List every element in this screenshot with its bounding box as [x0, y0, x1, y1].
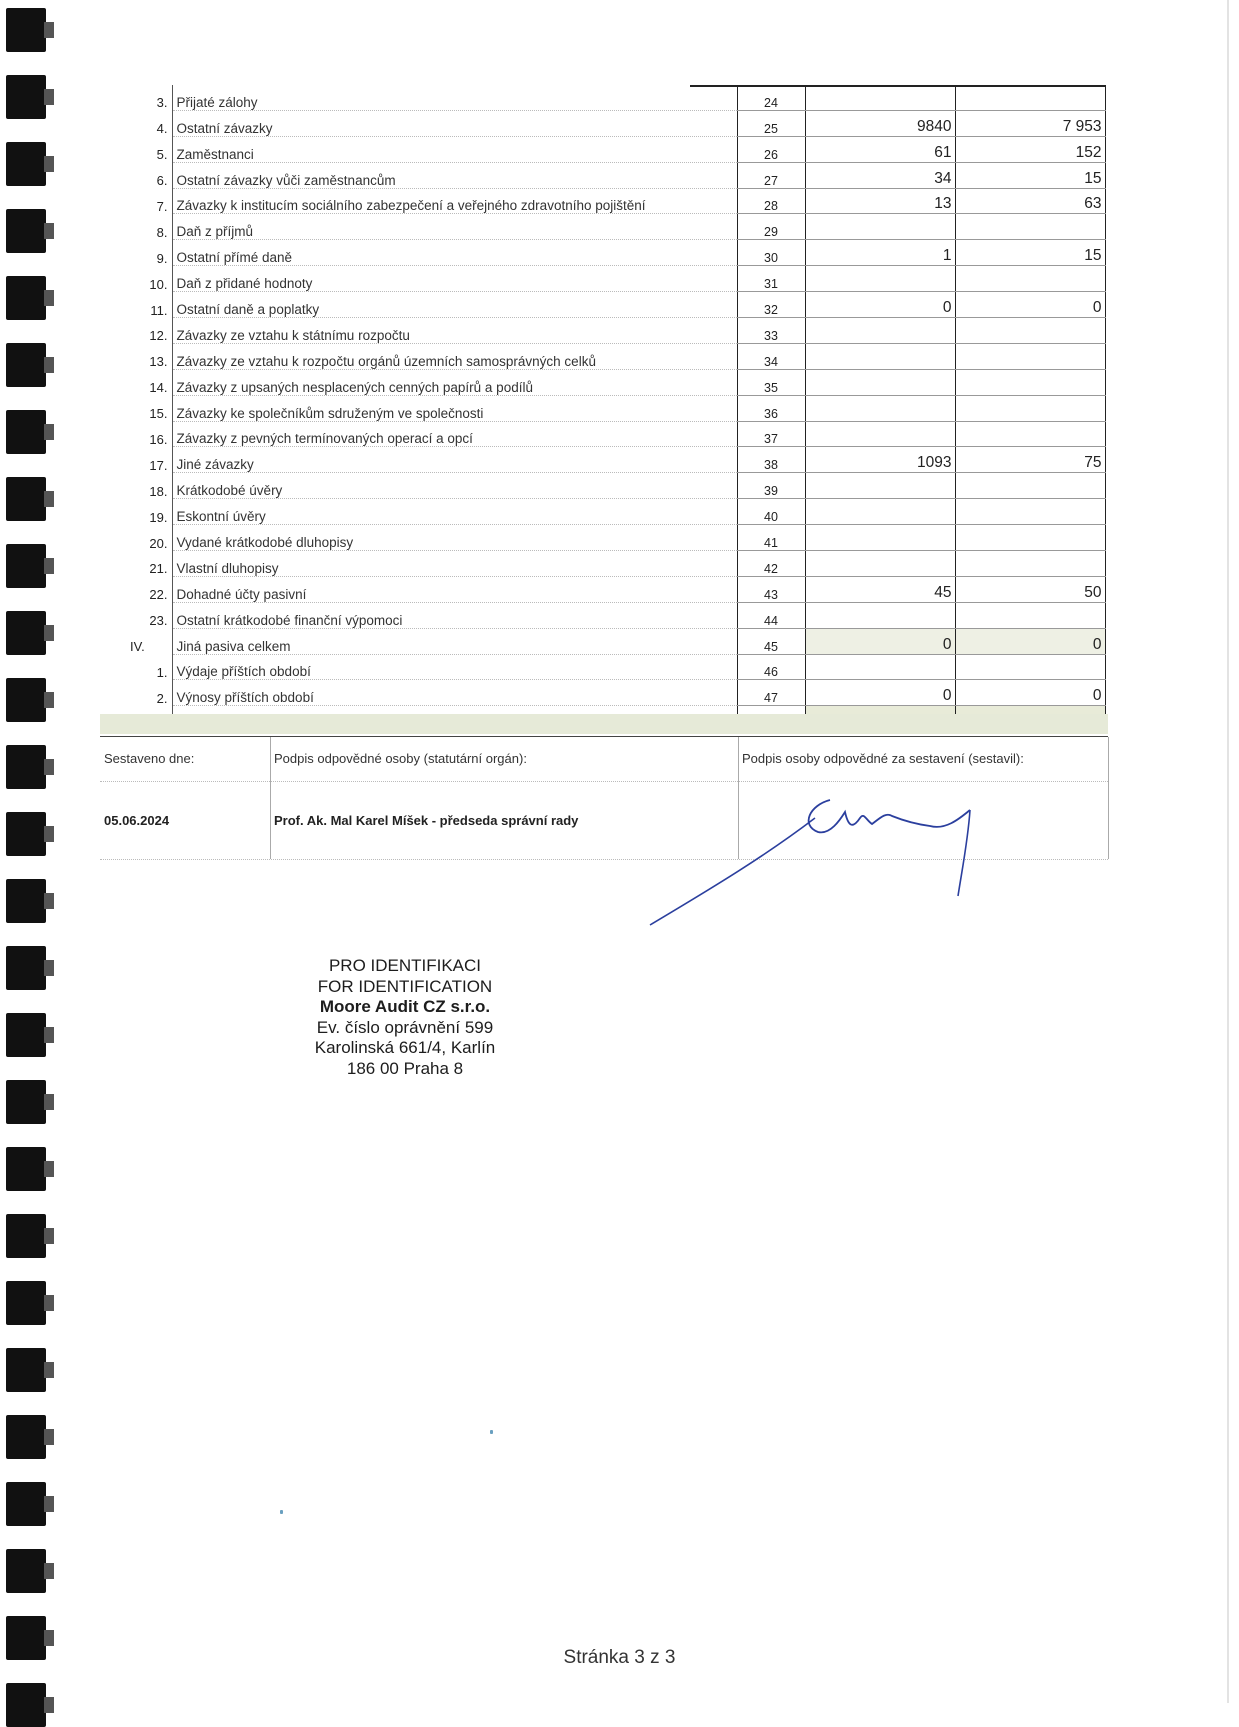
row-code: 46 — [737, 654, 805, 680]
spiral-binding — [0, 0, 60, 1703]
table-row — [100, 473, 1105, 499]
row-number: 12. — [100, 318, 172, 344]
liabilities-table — [100, 85, 1105, 732]
page-number: Stránka 3 z 3 — [563, 1647, 676, 1668]
table-row — [100, 292, 1105, 318]
row-number: 11. — [100, 292, 172, 318]
row-number: 21. — [100, 551, 172, 577]
row-label: Zaměstnanci — [172, 136, 737, 162]
row-code: 47 — [737, 680, 805, 706]
row-code: 29 — [737, 214, 805, 240]
table-row — [100, 395, 1105, 421]
row-label: Závazky z upsaných nesplacených cenných papírů a podílů — [172, 369, 737, 395]
row-label: Eskontní úvěry — [172, 499, 737, 525]
row-number: 1. — [100, 654, 172, 680]
row-label: Jiné závazky — [172, 447, 737, 473]
previous-period-value: 0 — [955, 680, 1105, 706]
row-code: 39 — [737, 473, 805, 499]
row-label: Daň z přidané hodnoty — [172, 266, 737, 292]
binding-ring — [6, 410, 46, 454]
binding-ring — [6, 1549, 46, 1593]
row-label: Ostatní přímé daně — [172, 240, 737, 266]
current-period-value — [805, 499, 955, 525]
row-label: Závazky ze vztahu k státnímu rozpočtu — [172, 318, 737, 344]
row-number: 16. — [100, 421, 172, 447]
previous-period-value — [955, 473, 1105, 499]
current-period-value: 61 — [805, 136, 955, 162]
row-number: 18. — [100, 473, 172, 499]
row-code: 43 — [737, 576, 805, 602]
stamp-company: Moore Audit CZ s.r.o. — [319, 997, 491, 1016]
row-label: Krátkodobé úvěry — [172, 473, 737, 499]
current-period-value: 0 — [805, 292, 955, 318]
previous-period-value: 63 — [955, 188, 1105, 214]
previous-period-value — [955, 395, 1105, 421]
row-code: 41 — [737, 525, 805, 551]
current-period-value — [805, 551, 955, 577]
stamp-line: Ev. číslo oprávnění 599 — [316, 1017, 494, 1037]
responsible-name: Prof. Ak. Mal Karel Míšek - předseda správní rady — [274, 813, 579, 828]
table-row — [100, 447, 1105, 473]
binding-ring — [6, 477, 46, 521]
current-period-value — [805, 214, 955, 240]
shaded-band — [100, 714, 1108, 734]
row-code: 30 — [737, 240, 805, 266]
row-label: Ostatní závazky — [172, 110, 737, 136]
row-code: 42 — [737, 551, 805, 577]
row-number: 15. — [100, 395, 172, 421]
current-period-value: 1093 — [805, 447, 955, 473]
current-period-value — [805, 343, 955, 369]
row-code: 44 — [737, 602, 805, 628]
previous-period-value: 7 953 — [955, 110, 1105, 136]
previous-period-value — [955, 525, 1105, 551]
row-number: 22. — [100, 576, 172, 602]
row-code: 26 — [737, 136, 805, 162]
row-label: Vlastní dluhopisy — [172, 551, 737, 577]
previous-period-value — [955, 85, 1105, 110]
row-number: 23. — [100, 602, 172, 628]
row-label: Závazky k institucím sociálního zabezpečení a veřejného zdravotního pojištění — [172, 188, 737, 214]
binding-ring — [6, 276, 46, 320]
previous-period-value — [955, 654, 1105, 680]
table-row — [100, 421, 1105, 447]
row-code: 36 — [737, 395, 805, 421]
table-row — [100, 654, 1105, 680]
row-label: Daň z příjmů — [172, 214, 737, 240]
current-period-value — [805, 395, 955, 421]
row-code: 27 — [737, 162, 805, 188]
row-number: 10. — [100, 266, 172, 292]
binding-ring — [6, 544, 46, 588]
current-period-value — [805, 654, 955, 680]
responsible-label: Podpis odpovědné osoby (statutární orgán): — [274, 751, 527, 766]
row-code: 45 — [737, 628, 805, 654]
row-label: Vydané krátkodobé dluhopisy — [172, 525, 737, 551]
current-period-value: 13 — [805, 188, 955, 214]
binding-ring — [6, 209, 46, 253]
previous-period-value — [955, 421, 1105, 447]
compiled-label: Sestaveno dne: — [104, 751, 195, 766]
audit-stamp — [290, 956, 520, 1079]
current-period-value: 9840 — [805, 110, 955, 136]
liabilities-rows — [100, 85, 1106, 732]
binding-ring — [6, 879, 46, 923]
row-number: 7. — [100, 188, 172, 214]
binding-ring — [6, 1214, 46, 1258]
previous-period-value — [955, 343, 1105, 369]
row-number: IV. — [100, 628, 172, 654]
row-label: Jiná pasiva celkem — [172, 628, 737, 654]
binding-ring — [6, 1348, 46, 1392]
table-row — [100, 680, 1105, 706]
current-period-value: 0 — [805, 628, 955, 654]
previous-period-value — [955, 499, 1105, 525]
row-number: 8. — [100, 214, 172, 240]
previous-period-value: 15 — [955, 240, 1105, 266]
binding-ring — [6, 1281, 46, 1325]
row-number: 6. — [100, 162, 172, 188]
binding-ring — [6, 1683, 46, 1727]
row-code: 40 — [737, 499, 805, 525]
row-number: 9. — [100, 240, 172, 266]
previous-period-value — [955, 266, 1105, 292]
stamp-line: Karolinská 661/4, Karlín — [314, 1038, 496, 1057]
preparer-label: Podpis osoby odpovědné za sestavení (sestavil): — [742, 751, 1024, 766]
stamp-line: 186 00 Praha 8 — [346, 1058, 464, 1078]
stamp-line: PRO IDENTIFIKACI — [328, 956, 482, 975]
row-label: Ostatní závazky vůči zaměstnancům — [172, 162, 737, 188]
current-period-value — [805, 369, 955, 395]
binding-ring — [6, 8, 46, 52]
row-number: 17. — [100, 447, 172, 473]
row-code: 28 — [737, 188, 805, 214]
stamp-line: FOR IDENTIFICATION — [317, 976, 493, 996]
row-code: 38 — [737, 447, 805, 473]
row-number: 2. — [100, 680, 172, 706]
table-row — [100, 343, 1105, 369]
binding-ring — [6, 343, 46, 387]
row-code: 25 — [737, 110, 805, 136]
table-top-rule — [690, 85, 1105, 87]
table-row — [100, 266, 1105, 292]
table-row — [100, 85, 1105, 110]
table-row — [100, 628, 1105, 654]
binding-ring — [6, 75, 46, 119]
previous-period-value — [955, 214, 1105, 240]
previous-period-value — [955, 318, 1105, 344]
table-row — [100, 214, 1105, 240]
table-row — [100, 525, 1105, 551]
row-label: Závazky ze vztahu k rozpočtu orgánů územních samosprávných celků — [172, 343, 737, 369]
binding-ring — [6, 1147, 46, 1191]
row-number: 4. — [100, 110, 172, 136]
table-row — [100, 499, 1105, 525]
table-row — [100, 188, 1105, 214]
row-number: 5. — [100, 136, 172, 162]
row-label: Přijaté zálohy — [172, 85, 737, 110]
row-number: 20. — [100, 525, 172, 551]
page-edge — [1227, 0, 1229, 1703]
current-period-value: 34 — [805, 162, 955, 188]
table-row — [100, 162, 1105, 188]
current-period-value: 0 — [805, 680, 955, 706]
table-row — [100, 369, 1105, 395]
row-number: 13. — [100, 343, 172, 369]
handwritten-signature — [640, 780, 1040, 940]
binding-ring — [6, 1013, 46, 1057]
previous-period-value — [955, 602, 1105, 628]
row-label: Výdaje příštích období — [172, 654, 737, 680]
current-period-value: 1 — [805, 240, 955, 266]
row-code: 35 — [737, 369, 805, 395]
row-number: 3. — [100, 85, 172, 110]
scan-speck — [490, 1430, 493, 1434]
binding-ring — [6, 611, 46, 655]
current-period-value — [805, 318, 955, 344]
row-code: 24 — [737, 85, 805, 110]
binding-ring — [6, 946, 46, 990]
row-number: 14. — [100, 369, 172, 395]
row-label: Ostatní daně a poplatky — [172, 292, 737, 318]
table-row — [100, 136, 1105, 162]
table-row — [100, 576, 1105, 602]
binding-ring — [6, 745, 46, 789]
row-label: Závazky z pevných termínovaných operací a opcí — [172, 421, 737, 447]
previous-period-value: 50 — [955, 576, 1105, 602]
table-row — [100, 551, 1105, 577]
compiled-column — [100, 737, 271, 859]
row-label: Výnosy příštích období — [172, 680, 737, 706]
row-code: 32 — [737, 292, 805, 318]
table-row — [100, 602, 1105, 628]
row-code: 33 — [737, 318, 805, 344]
row-code: 37 — [737, 421, 805, 447]
table-row — [100, 110, 1105, 136]
table-row — [100, 318, 1105, 344]
current-period-value — [805, 525, 955, 551]
current-period-value — [805, 85, 955, 110]
scan-speck — [280, 1510, 283, 1514]
row-code: 34 — [737, 343, 805, 369]
table-row — [100, 240, 1105, 266]
current-period-value — [805, 266, 955, 292]
previous-period-value: 75 — [955, 447, 1105, 473]
row-code: 31 — [737, 266, 805, 292]
row-number: 19. — [100, 499, 172, 525]
current-period-value — [805, 421, 955, 447]
previous-period-value: 0 — [955, 292, 1105, 318]
previous-period-value — [955, 551, 1105, 577]
row-label: Ostatní krátkodobé finanční výpomoci — [172, 602, 737, 628]
current-period-value: 45 — [805, 576, 955, 602]
current-period-value — [805, 473, 955, 499]
row-label: Dohadné účty pasivní — [172, 576, 737, 602]
previous-period-value: 152 — [955, 136, 1105, 162]
previous-period-value: 0 — [955, 628, 1105, 654]
binding-ring — [6, 142, 46, 186]
compiled-date: 05.06.2024 — [104, 813, 170, 828]
binding-ring — [6, 812, 46, 856]
row-label: Závazky ke společníkům sdruženým ve společnosti — [172, 395, 737, 421]
binding-ring — [6, 1482, 46, 1526]
previous-period-value: 15 — [955, 162, 1105, 188]
binding-ring — [6, 1415, 46, 1459]
binding-ring — [6, 1080, 46, 1124]
previous-period-value — [955, 369, 1105, 395]
current-period-value — [805, 602, 955, 628]
binding-ring — [6, 678, 46, 722]
